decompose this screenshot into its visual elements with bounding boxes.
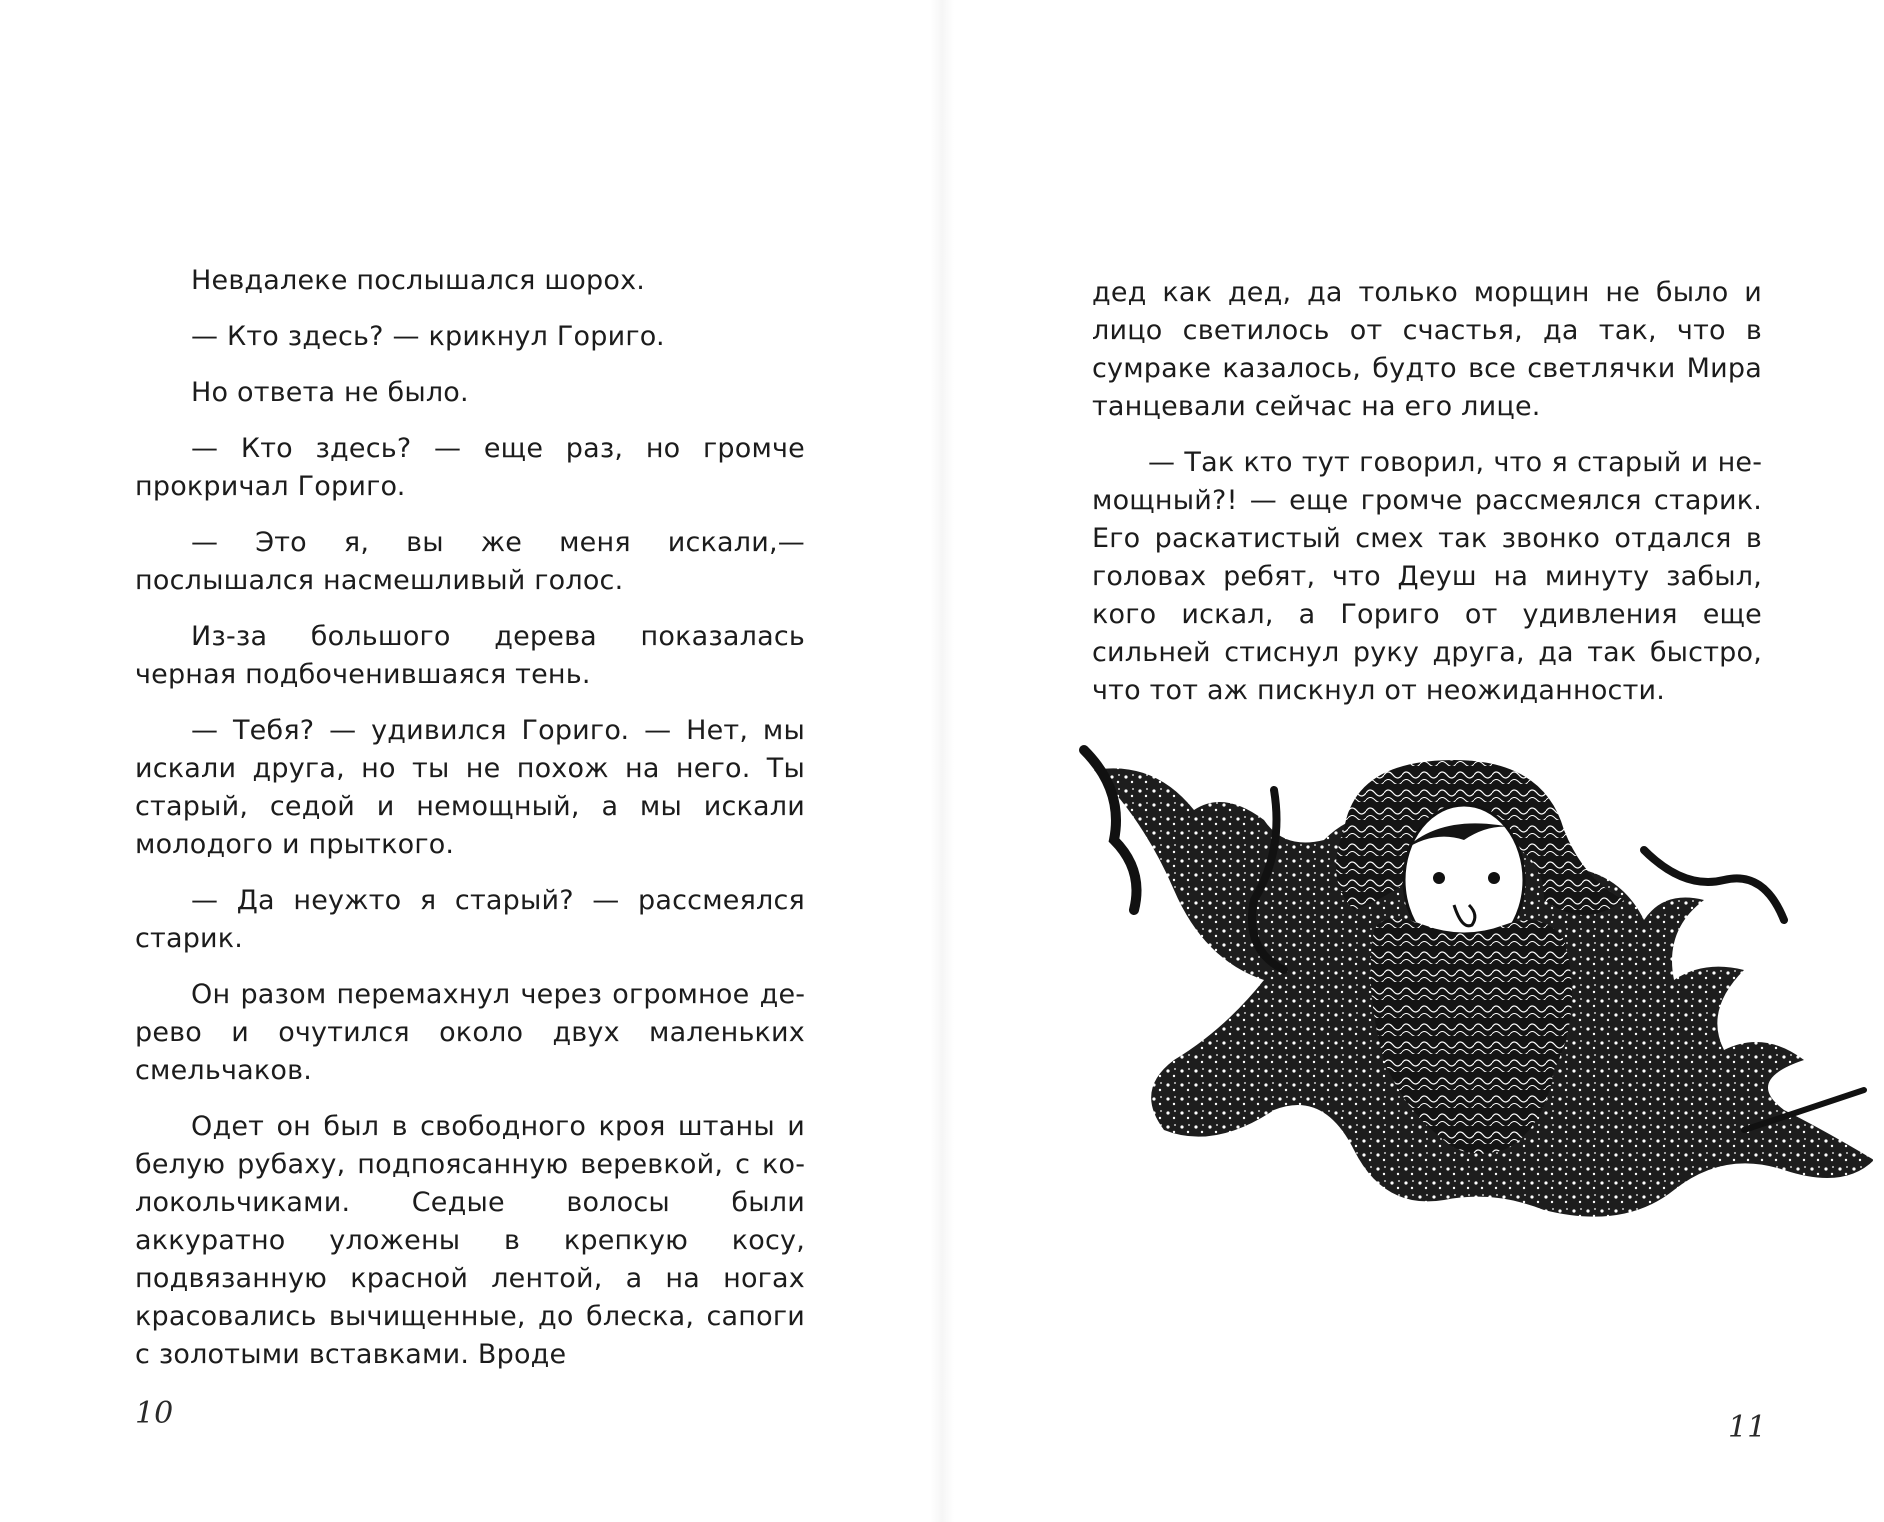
- right-page: [942, 0, 1884, 1522]
- paragraph: — Кто здесь? — крикнул Горигo.: [191, 321, 665, 352]
- paragraph: Одет он был в свободного кроя штаны и белую рубаху, подпоясанную веревкой, с колокольчиками. Седые волосы были аккуратно уложены в крепкую косу, подвязанную красной лентой, а на ногах красовались вычищенные, до блеска, сапоги с золотыми вставками. Вроде: [135, 1111, 805, 1370]
- paragraph: дед как дед, да только морщин не было и лицо светилось от счастья, да так, что в сумраке казалось, будто все светлячки Мира танцевали сейчас на его лице.: [1092, 277, 1762, 422]
- page-number: 11: [1728, 1410, 1767, 1445]
- paragraph: Невдалеке послышался шорох.: [191, 265, 646, 296]
- left-page-text: [135, 262, 805, 1392]
- paragraph: — Да неужто я старый? — рассмеялся старик.: [135, 885, 805, 954]
- paragraph: Но ответа не было.: [191, 377, 469, 408]
- paragraph: — Тебя? — удивился Горигo. — Нет, мы искали друга, но ты не похож на него. Ты старый, седой и немощный, а мы искали молодого и прыткого.: [135, 715, 805, 860]
- old-man-illustration: [1024, 730, 1884, 1350]
- page-number: 10: [135, 1396, 174, 1431]
- paragraph: — Это я, вы же меня искали,— послышался насмешливый голос.: [135, 527, 805, 596]
- paragraph: Из-за большого дерева показалась черная подбоченившаяся тень.: [135, 621, 805, 690]
- paragraph: — Так кто тут говорил, что я старый и немощный?! — еще громче рассмеялся старик. Его раскатистый смех так звонко отдался в головах ребят, что Деуш на минуту забыл, кого искал, а Горигo от удивления еще сильней стиснул руку друга, да так быстро, что тот аж пискнул от неожиданности.: [1092, 447, 1762, 706]
- paragraph: Он разом перемахнул через огромное дерево и очутился около двух маленьких смельчаков.: [135, 979, 805, 1086]
- right-page-text: [1092, 274, 1762, 728]
- paragraph: — Кто здесь? — еще раз, но громче прокричал Горигo.: [135, 433, 805, 502]
